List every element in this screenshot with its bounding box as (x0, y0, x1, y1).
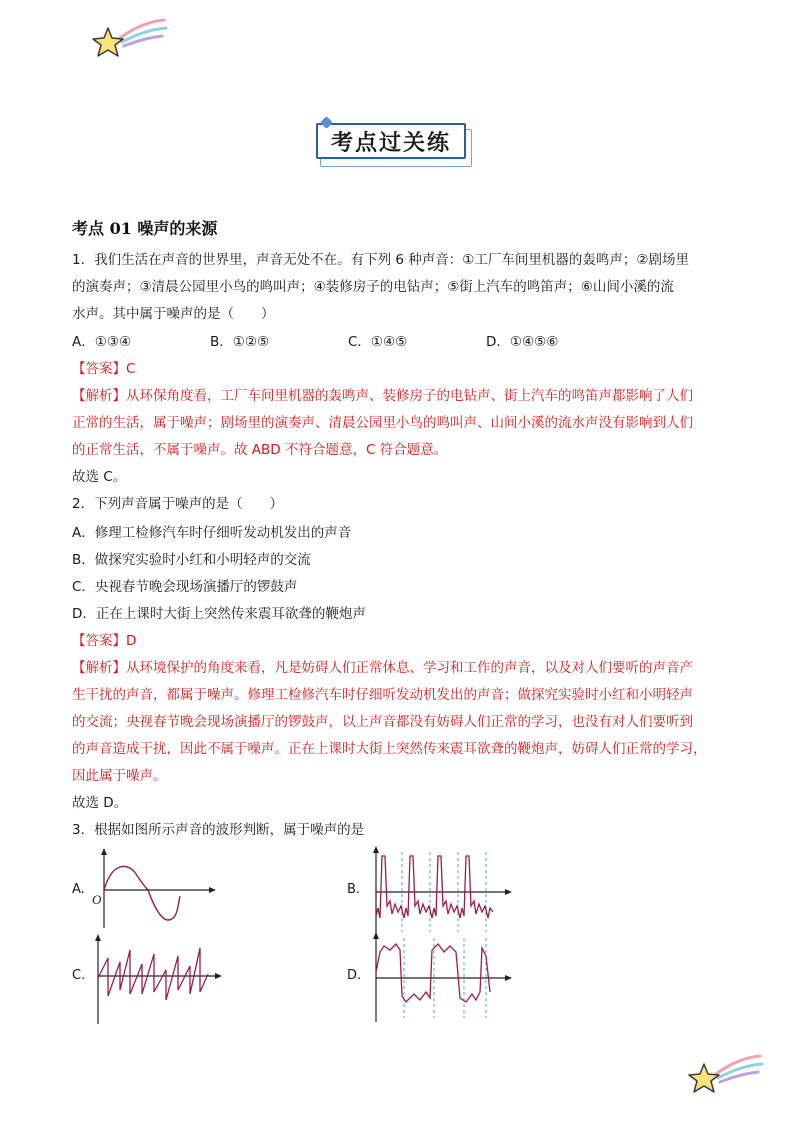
waveform-a (88, 848, 218, 934)
q1-option-a: A．①③④ (72, 334, 132, 350)
q2-option-b: B．做探究实验时小红和小明轻声的交流 (72, 552, 311, 568)
waveform-d (368, 932, 518, 1024)
q2-option-d: D．正在上课时大街上突然传来震耳欲聋的鞭炮声 (72, 606, 366, 622)
section-banner (316, 123, 472, 165)
q1-analysis-line: 正常的生活，属于噪声；剧场里的演奏声、清晨公园里小鸟的鸣叫声、山间小溪的流水声没有影响到人们 (72, 415, 693, 431)
q1-stem-line: 的演奏声；③清晨公园里小鸟的鸣叫声；④装修房子的电钻声；⑤街上汽车的鸣笛声；⑥山间小溪的流 (72, 279, 674, 295)
q3-label-a: A. (72, 882, 85, 897)
banner-title: 考点过关练 (316, 123, 466, 159)
q1-analysis-line: 的正常生活，不属于噪声。故 ABD 不符合题意，C 符合题意。 (72, 442, 448, 458)
q2-analysis-line: 因此属于噪声。 (72, 768, 167, 784)
q3-label-c: C. (72, 968, 86, 983)
origin-label: O (92, 892, 102, 907)
q2-option-a: A．修理工检修汽车时仔细听发动机发出的声音 (72, 525, 352, 541)
q2-analysis-line: 生干扰的声音，都属于噪声。修理工检修汽车时仔细听发动机发出的声音；做探究实验时小红和小明轻声 (72, 687, 693, 703)
q1-option-d: D．①④⑤⑥ (486, 334, 559, 350)
waveform-b (368, 846, 518, 936)
q2-answer: 【答案】D (72, 633, 137, 649)
q2-conclusion: 故选 D。 (72, 795, 128, 811)
q2-analysis-line: 的交流；央视春节晚会现场演播厅的锣鼓声，以上声音都没有妨碍人们正常的学习，也没有对人们要听到 (72, 714, 693, 730)
q2-analysis-line: 的声音造成干扰，因此不属于噪声。正在上课时大街上突然传来震耳欲聋的鞭炮声，妨碍人们正常的学习， (72, 741, 707, 757)
q2-stem: 2．下列声音属于噪声的是（ ） (72, 496, 284, 512)
q3-stem: 3．根据如图所示声音的波形判断，属于噪声的是 (72, 822, 365, 838)
q1-option-c: C．①④⑤ (348, 334, 408, 350)
section-title: 考点 01 噪声的来源 (72, 219, 218, 238)
q3-label-b: B. (347, 882, 361, 897)
q2-option-c: C．央视春节晚会现场演播厅的锣鼓声 (72, 579, 298, 595)
q1-answer: 【答案】C (72, 361, 136, 377)
q1-stem-line: 1．我们生活在声音的世界里，声音无处不在。有下列 6 种声音：①工厂车间里机器的轰鸣声；②剧场里 (72, 252, 689, 268)
shooting-star-icon (90, 14, 170, 60)
shooting-star-icon (686, 1050, 766, 1096)
waveform-c (90, 934, 230, 1026)
q3-label-d: D. (347, 968, 362, 983)
q2-analysis-line: 【解析】从环境保护的角度来看，凡是妨碍人们正常休息、学习和工作的声音，以及对人们要听的声音产 (72, 660, 693, 676)
q1-conclusion: 故选 C。 (72, 469, 127, 485)
q1-stem-line: 水声。其中属于噪声的是（ ） (72, 306, 275, 322)
q1-analysis-line: 【解析】从环保角度看，工厂车间里机器的轰鸣声、装修房子的电钻声、街上汽车的鸣笛声都影响了人们 (72, 388, 693, 404)
q1-option-b: B．①②⑤ (210, 334, 270, 350)
